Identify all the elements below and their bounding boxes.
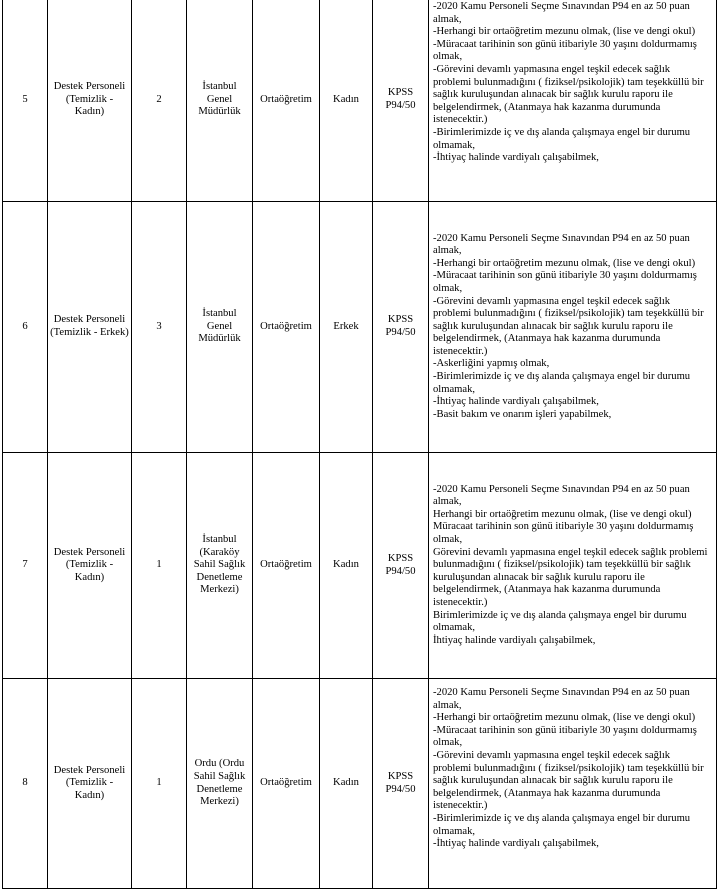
requirement-item: -Görevini devamlı yapmasına engel teşkil edecek sağlık problemi bulunmadığını ( fiziksel/psikolojik) tam teşekküllü bir sağlık kuruluşundan alınacak bir sağlık kurulu raporu ile belgelendirmek, (Atanmaya hak kazanma durumunda istenecektir.) — [433, 295, 704, 357]
row-number: 5 — [3, 0, 48, 202]
education-level: Ortaöğretim — [253, 453, 320, 679]
requirement-item: -Müracaat tarihinin son günü itibariyle 30 yaşını doldurmamış olmak, — [433, 270, 697, 294]
requirement-item: -2020 Kamu Personeli Seçme Sınavından P94 en az 50 puan almak, — [433, 232, 690, 257]
gender: Erkek — [320, 202, 373, 453]
position-count: 3 — [132, 202, 187, 453]
requirement-item: -Müracaat tarihinin son günü itibariyle 30 yaşını doldurmamış olmak, — [433, 724, 697, 749]
position-title: Destek Personeli (Temizlik - Kadın) — [48, 679, 132, 889]
position-title: Destek Personeli (Temizlik - Erkek) — [48, 202, 132, 453]
requirement-item: İhtiyaç halinde vardiyalı çalışabilmek, — [433, 634, 596, 646]
requirements-cell — [429, 453, 717, 679]
education-level: Ortaöğretim — [253, 202, 320, 453]
requirement-item: -Herhangi bir ortaöğretim mezunu olmak, (lise ve dengi okul) — [433, 257, 696, 269]
work-location: İstanbul Genel Müdürlük — [187, 0, 253, 202]
education-level: Ortaöğretim — [253, 0, 320, 202]
requirements-cell — [429, 679, 717, 889]
row-number: 8 — [3, 679, 48, 889]
requirement-item: -Basit bakım ve onarım işleri yapabilmek, — [433, 408, 612, 420]
position-count: 1 — [132, 679, 187, 889]
requirement-item: -İhtiyaç halinde vardiyalı çalışabilmek, — [433, 152, 599, 164]
gender: Kadın — [320, 0, 373, 202]
exam-score-type: KPSS P94/50 — [373, 202, 429, 453]
row-number: 6 — [3, 202, 48, 453]
gender: Kadın — [320, 679, 373, 889]
requirements-cell — [429, 202, 717, 453]
table-row — [3, 0, 717, 202]
requirement-item: -Birimlerimizde iç ve dış alanda çalışmaya engel bir durumu olmamak, — [433, 126, 691, 151]
requirement-item: -2020 Kamu Personeli Seçme Sınavından P94 en az 50 puan almak, — [433, 483, 690, 508]
requirement-item: Müracaat tarihinin son günü itibariyle 30 yaşını doldurmamış olmak, — [433, 521, 694, 546]
gender: Kadın — [320, 453, 373, 679]
exam-score-type: KPSS P94/50 — [373, 679, 429, 889]
work-location: Ordu (Ordu Sahil Sağlık Denetleme Merkezi) — [187, 679, 253, 889]
requirement-item: -İhtiyaç halinde vardiyalı çalışabilmek, — [433, 838, 599, 850]
job-postings-table — [2, 0, 717, 889]
position-count: 1 — [132, 453, 187, 679]
requirement-item: Herhangi bir ortaöğretim mezunu olmak, (lise ve dengi okul) — [433, 508, 692, 520]
exam-score-type: KPSS P94/50 — [373, 453, 429, 679]
requirement-item: -Herhangi bir ortaöğretim mezunu olmak, (lise ve dengi okul) — [433, 26, 696, 38]
row-number: 7 — [3, 453, 48, 679]
requirement-item: Görevini devamlı yapmasına engel teşkil edecek sağlık problemi bulunmadığını ( fiziksel/psikolojik) tam teşekküllü bir sağlık kuruluşundan alınacak bir sağlık kurulu raporu ile belgelendirmek, (Atanmaya hak kazanma durumunda istenecektir.) — [433, 546, 708, 608]
requirement-item: -Görevini devamlı yapmasına engel teşkil edecek sağlık problemi bulunmadığını ( fiziksel/psikolojik) tam teşekküllü bir sağlık kuruluşundan alınacak bir sağlık kurulu raporu ile belgelendirmek, (Atanmaya hak kazanma durumunda istenecektir.) — [433, 63, 704, 126]
requirement-item: -2020 Kamu Personeli Seçme Sınavından P94 en az 50 puan almak, — [433, 1, 690, 25]
work-location: İstanbul (Karaköy Sahil Sağlık Denetleme Merkezi) — [187, 453, 253, 679]
requirement-item: -Herhangi bir ortaöğretim mezunu olmak, (lise ve dengi okul) — [433, 712, 696, 724]
position-title: Destek Personeli (Temizlik - Kadın) — [48, 0, 132, 202]
education-level: Ortaöğretim — [253, 679, 320, 889]
position-title: Destek Personeli (Temizlik - Kadın) — [48, 453, 132, 679]
position-count: 2 — [132, 0, 187, 202]
table-row — [3, 679, 717, 889]
requirement-item: -2020 Kamu Personeli Seçme Sınavından P94 en az 50 puan almak, — [433, 687, 690, 711]
requirements-cell — [429, 0, 717, 202]
requirement-item: -Birimlerimizde iç ve dış alanda çalışmaya engel bir durumu olmamak, — [433, 371, 691, 395]
requirement-item: Birimlerimizde iç ve dış alanda çalışmaya engel bir durumu olmamak, — [433, 609, 687, 634]
requirement-item: -İhtiyaç halinde vardiyalı çalışabilmek, — [433, 396, 599, 408]
requirement-item: -Birimlerimizde iç ve dış alanda çalışmaya engel bir durumu olmamak, — [433, 812, 691, 837]
exam-score-type: KPSS P94/50 — [373, 0, 429, 202]
requirement-item: -Askerliğini yapmış olmak, — [433, 358, 550, 370]
requirement-item: -Müracaat tarihinin son günü itibariyle 30 yaşını doldurmamış olmak, — [433, 38, 697, 63]
table-row — [3, 453, 717, 679]
table-row — [3, 202, 717, 453]
work-location: İstanbul Genel Müdürlük — [187, 202, 253, 453]
requirement-item: -Görevini devamlı yapmasına engel teşkil edecek sağlık problemi bulunmadığını ( fiziksel/psikolojik) tam teşekküllü bir sağlık kuruluşundan alınacak bir sağlık kurulu raporu ile belgelendirmek, (Atanmaya hak kazanma durumunda istenecektir.) — [433, 749, 704, 812]
